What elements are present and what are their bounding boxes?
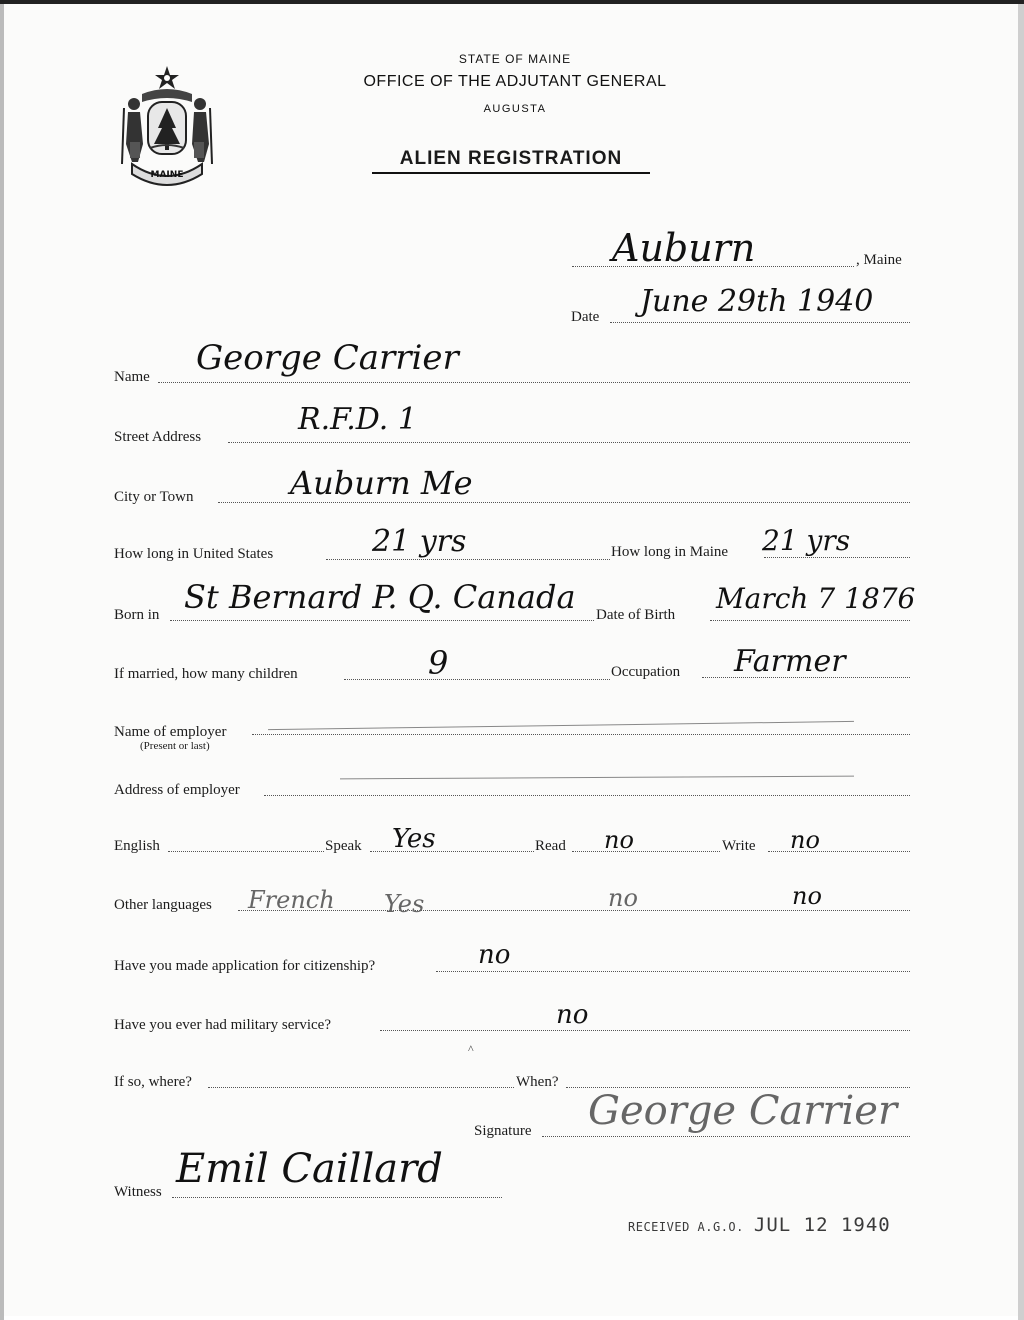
if-so-where-line [208, 1087, 514, 1088]
if-so-where-label: If so, where? [114, 1074, 192, 1090]
name-label: Name [114, 369, 150, 385]
city-or-town-value: Auburn Me [290, 464, 473, 502]
street-address-value: R.F.D. 1 [298, 402, 417, 437]
how-long-us-value: 21 yrs [372, 524, 467, 559]
english-label: English [114, 838, 160, 854]
how-long-us-line [326, 559, 610, 560]
name-of-employer-line [252, 734, 910, 735]
read-label: Read [535, 838, 566, 854]
name-of-employer-label: Name of employer [114, 724, 227, 740]
city-or-town-label: City or Town [114, 489, 194, 505]
occupation-value: Farmer [734, 644, 846, 679]
date-label: Date [571, 309, 600, 325]
other-languages-label: Other languages [114, 897, 212, 913]
when-label: When? [516, 1074, 559, 1090]
scan-edge-left [0, 4, 4, 1320]
received-stamp [628, 1214, 891, 1236]
other-language-value: French [248, 886, 335, 914]
signature-value: George Carrier [588, 1088, 898, 1134]
date-of-birth-label: Date of Birth [596, 607, 676, 623]
witness-value: Emil Caillard [176, 1146, 443, 1192]
street-address-line [228, 442, 910, 443]
state-heading: STATE OF MAINE [458, 52, 572, 66]
signature-line [542, 1136, 910, 1137]
occupation-label: Occupation [611, 664, 681, 680]
how-long-maine-value: 21 yrs [762, 524, 851, 557]
how-long-maine-label: How long in Maine [611, 544, 729, 560]
military-value: no [556, 1000, 589, 1030]
present-or-last-note: (Present or last) [140, 740, 210, 752]
english-speak-value: Yes [392, 824, 436, 854]
married-children-label: If married, how many children [114, 666, 298, 682]
town-value: Auburn [612, 226, 756, 270]
other-languages-line [238, 910, 910, 911]
date-line [610, 322, 910, 323]
how-long-maine-line [764, 557, 910, 558]
form-title: ALIEN REGISTRATION [372, 148, 650, 174]
address-of-employer-line [264, 795, 910, 796]
received-stamp-label: RECEIVED A.G.O. [628, 1220, 744, 1234]
caret-mark: ^ [468, 1042, 474, 1056]
received-stamp-date: JUL 12 1940 [753, 1214, 891, 1236]
city-or-town-line [218, 502, 910, 503]
write-label: Write [722, 838, 756, 854]
children-value: 9 [428, 644, 449, 682]
date-of-birth-value: March 7 1876 [716, 582, 916, 615]
english-line [168, 851, 324, 852]
witness-line [172, 1197, 502, 1198]
maine-label: , Maine [856, 252, 902, 268]
english-read-value: no [604, 826, 634, 854]
scan-edge-right [1018, 4, 1024, 1320]
citizenship-label: Have you made application for citizenship? [114, 958, 376, 974]
address-of-employer-label: Address of employer [114, 782, 240, 798]
speak-label: Speak [325, 838, 362, 854]
married-children-line [344, 679, 610, 680]
address-dash-mark [340, 776, 854, 780]
other-speak-value: Yes [384, 890, 425, 918]
street-address-label: Street Address [114, 429, 202, 445]
employer-dash-mark [268, 721, 854, 730]
born-in-line [170, 620, 594, 621]
date-of-birth-line [710, 620, 910, 621]
citizenship-line [436, 971, 910, 972]
signature-label: Signature [474, 1123, 532, 1139]
city-heading: AUGUSTA [483, 103, 547, 115]
english-write-value: no [790, 826, 820, 854]
date-value: June 29th 1940 [640, 284, 874, 319]
how-long-us-label: How long in United States [114, 546, 274, 562]
military-label: Have you ever had military service? [114, 1017, 331, 1033]
born-in-label: Born in [114, 607, 160, 623]
name-value: George Carrier [196, 338, 459, 378]
witness-label: Witness [114, 1184, 162, 1200]
other-write-value: no [792, 882, 822, 910]
citizenship-value: no [478, 940, 511, 970]
born-in-value: St Bernard P. Q. Canada [184, 578, 576, 616]
read-line [572, 851, 720, 852]
office-heading: OFFICE OF THE ADJUTANT GENERAL [363, 73, 667, 90]
other-read-value: no [608, 884, 638, 912]
military-line [380, 1030, 910, 1031]
maine-state-seal-icon [112, 64, 222, 189]
svg-text:MAINE: MAINE [150, 170, 184, 180]
name-line [158, 382, 910, 383]
